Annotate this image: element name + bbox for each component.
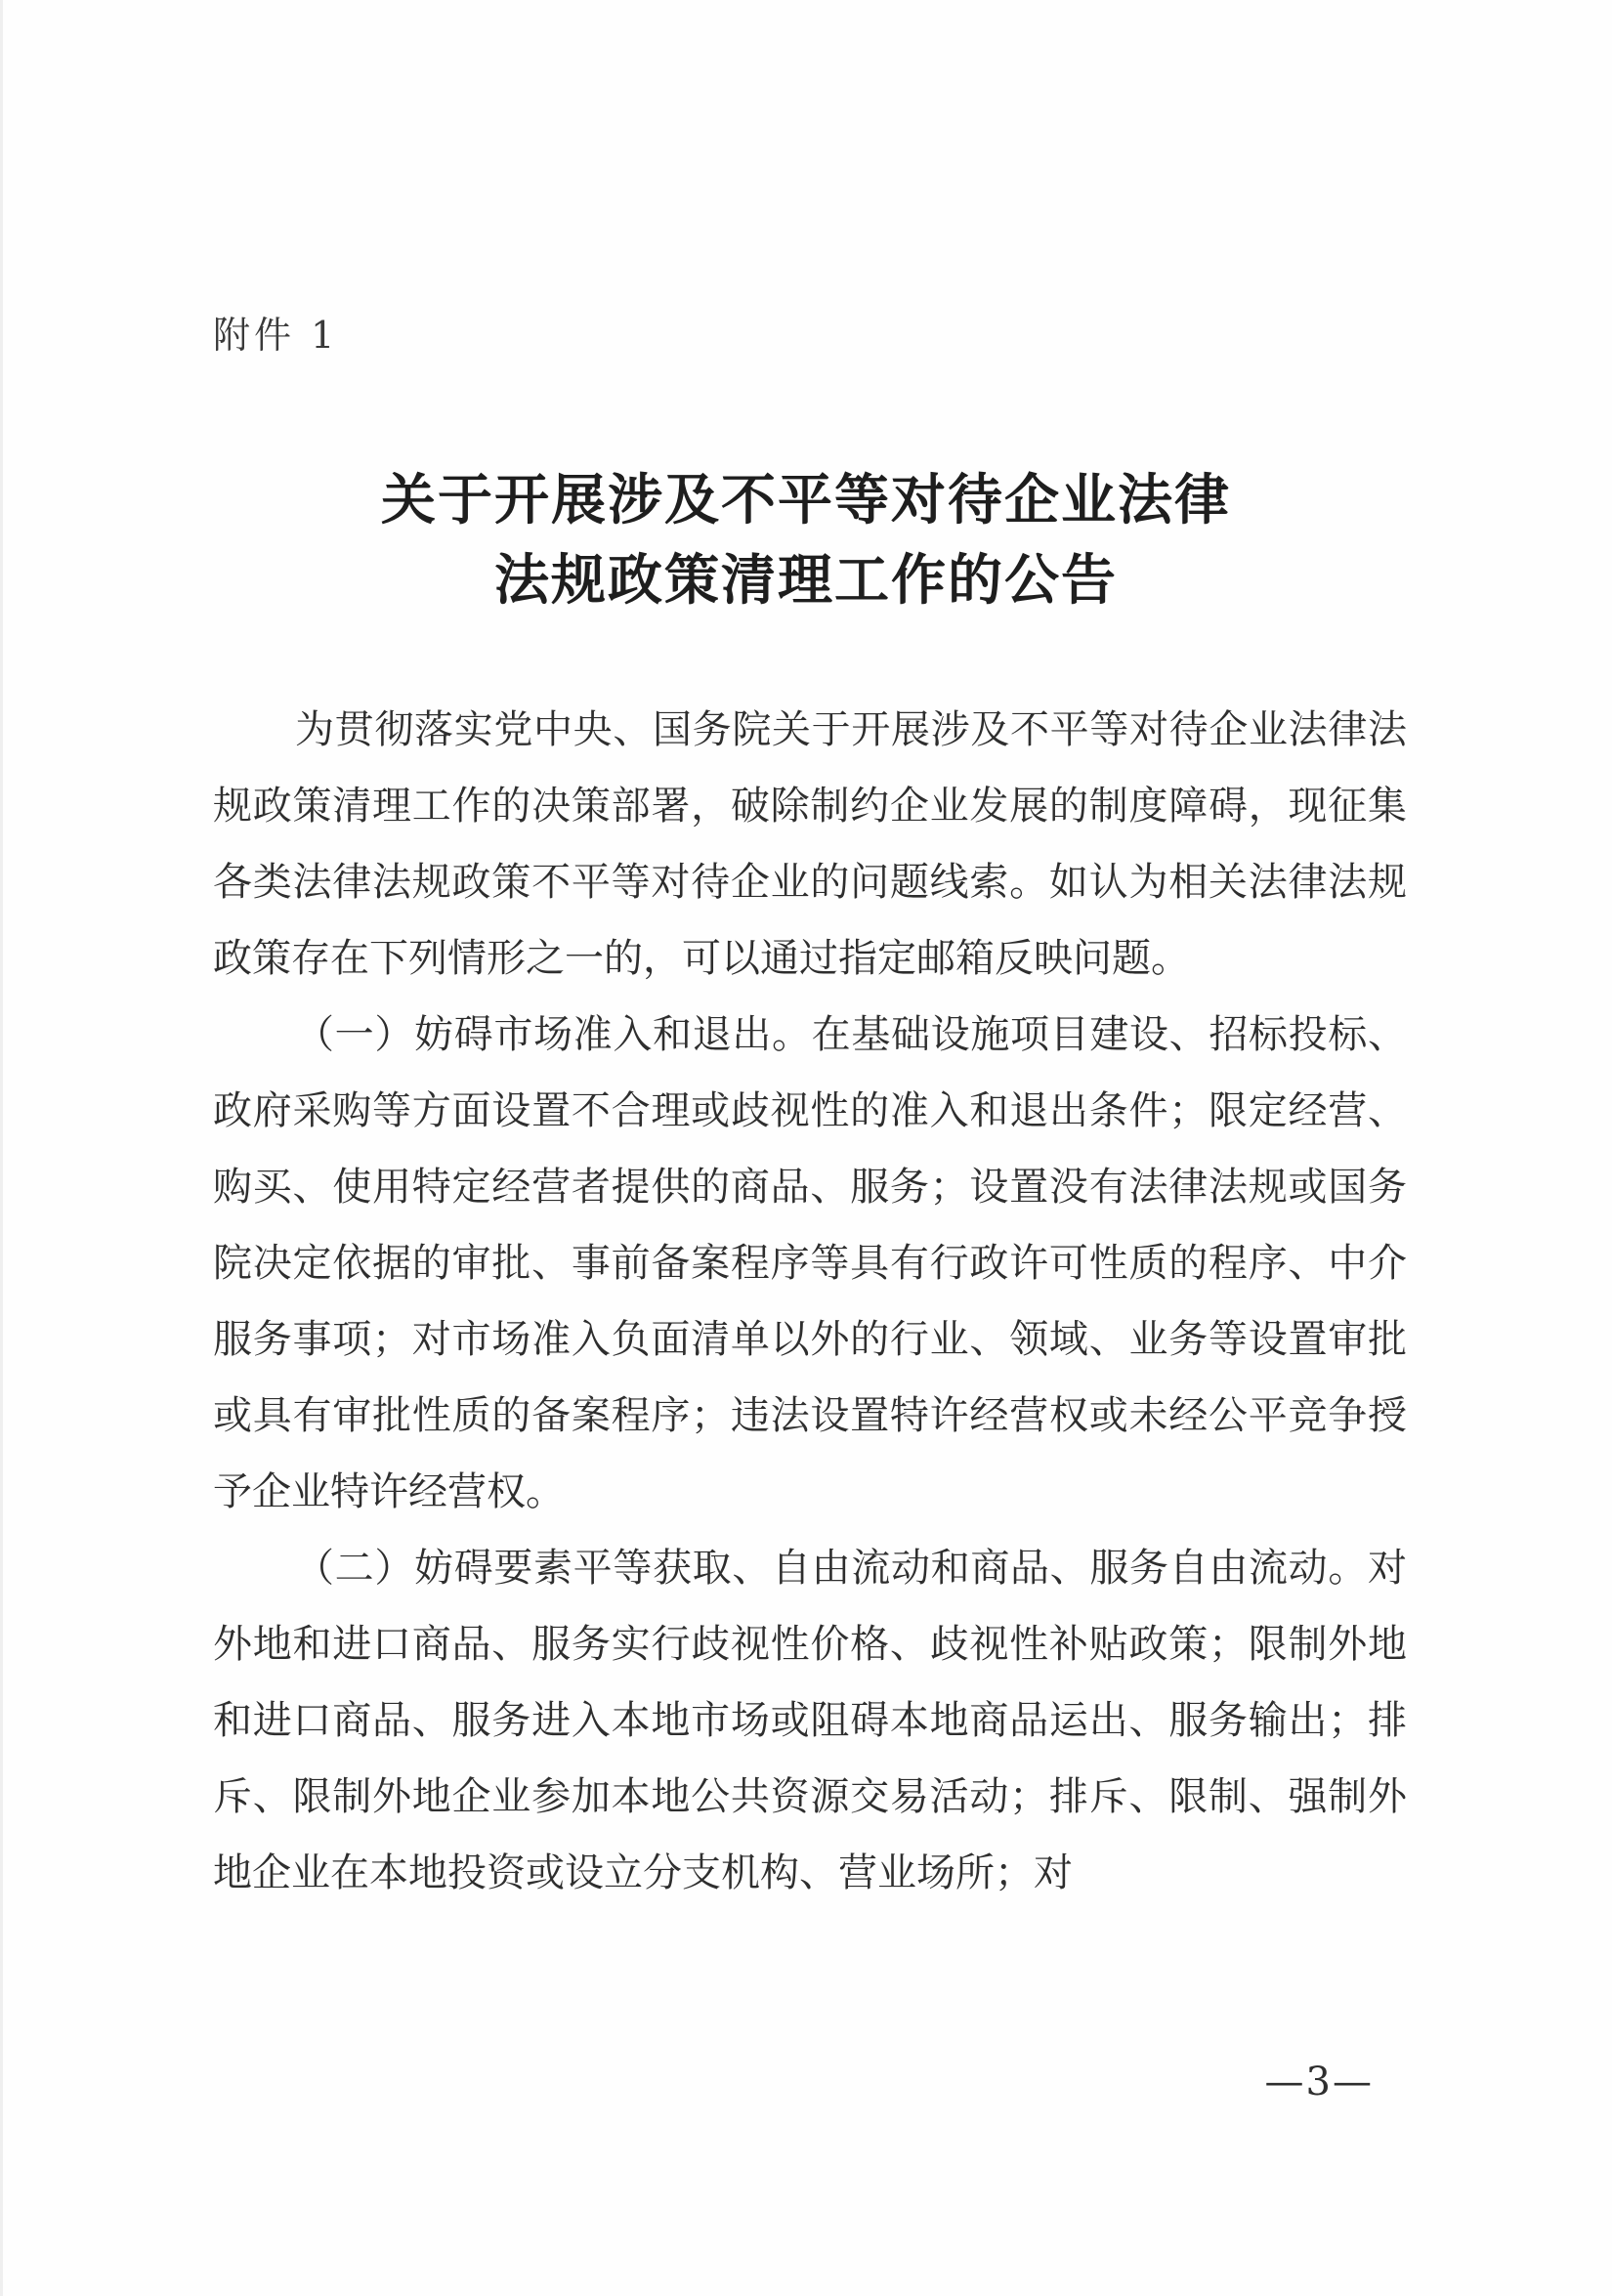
paragraph-item-2 bbox=[213, 1530, 1407, 1911]
paragraph-item-2-heading: （二）妨碍要素平等获取、自由流动和商品、服务自由流动。 bbox=[295, 1546, 1368, 1591]
page-number: —3— bbox=[1264, 2060, 1374, 2105]
document-title-line-2: 法规政策清理工作的公告 bbox=[494, 548, 1118, 613]
paragraph-intro-text: 为贯彻落实党中央、国务院关于开展涉及不平等对待企业法律法规政策清理工作的决策部署，破除制约企业发展的制度障碍，现征集各类法律法规政策不平等对待企业的问题线索。如认为相关法律法规政策存在下列情形之一的，可以通过指定邮箱反映问题。 bbox=[213, 707, 1407, 981]
attachment-label: 附件 1 bbox=[213, 314, 339, 357]
paragraph-item-1-heading: （一）妨碍市场准入和退出。 bbox=[295, 1012, 812, 1057]
document-body bbox=[213, 692, 1407, 1911]
paragraph-intro bbox=[213, 692, 1407, 997]
paragraph-item-1-text: 在基础设施项目建设、招标投标、政府采购等方面设置不合理或歧视性的准入和退出条件；限定经营、购买、使用特定经营者提供的商品、服务；设置没有法律法规或国务院决定依据的审批、事前备案程序等具有行政许可性质的程序、中介服务事项；对市场准入负面清单以外的行业、领域、业务等设置审批或具有审批性质的备案程序；违法设置特许经营权或未经公平竞争授予企业特许经营权。 bbox=[213, 1012, 1408, 1514]
paragraph-item-1 bbox=[213, 997, 1407, 1530]
paragraph-item-2-text: 对外地和进口商品、服务实行歧视性价格、歧视性补贴政策；限制外地和进口商品、服务进入本地市场或阻碍本地商品运出、服务输出；排斥、限制外地企业参加本地公共资源交易活动；排斥、限制、强制外地企业在本地投资或设立分支机构、营业场所；对 bbox=[213, 1546, 1407, 1895]
scan-edge-left bbox=[0, 0, 3, 2296]
document-title-line-1: 关于开展涉及不平等对待企业法律 bbox=[381, 468, 1231, 532]
